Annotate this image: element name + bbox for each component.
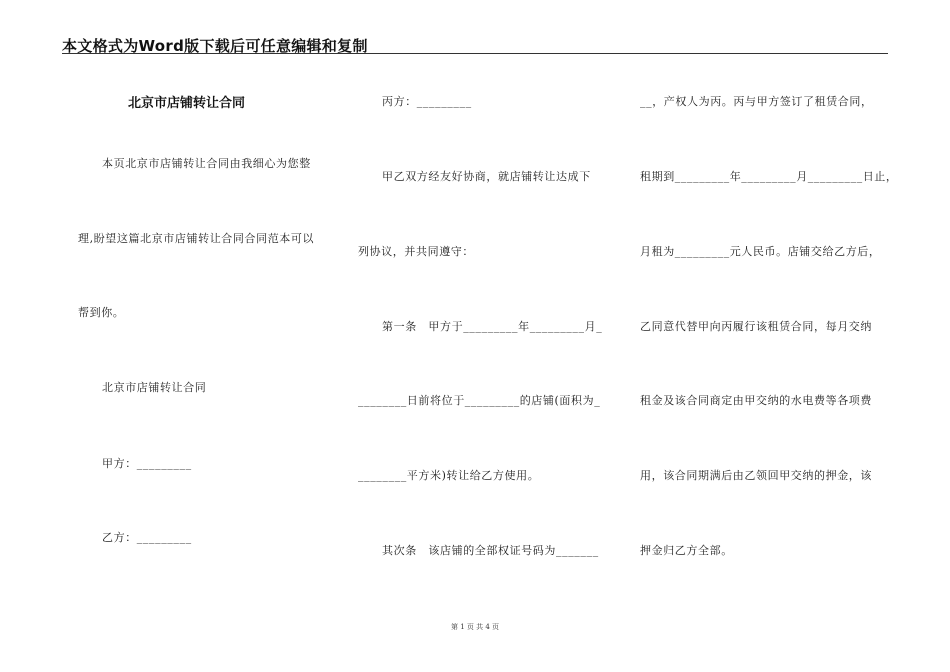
col1-line-6: 乙方：_________ [102, 531, 192, 544]
col1-line-1: 本页北京市店铺转让合同由我细心为您整 [102, 157, 311, 170]
col3-line-4: 乙同意代替甲向丙履行该租赁合同，每月交纳 [640, 320, 872, 333]
document-header: 本文格式为Word版下载后可任意编辑和复制 [62, 37, 368, 55]
col3-line-2: 租期到_________年_________月_________日止， [640, 170, 898, 183]
col1-line-5: 甲方：_________ [102, 457, 192, 470]
col3-line-6: 用，该合同期满后由乙领回甲交纳的押金，该 [640, 469, 872, 482]
col3-line-3: 月租为_________元人民币。店铺交给乙方后， [640, 245, 881, 258]
col2-line-4: 第一条 甲方于_________年_________月_ [382, 320, 603, 333]
document-title: 北京市店铺转让合同 [128, 96, 246, 111]
col3-line-7: 押金归乙方全部。 [640, 544, 733, 557]
col1-line-3: 帮到你。 [78, 306, 125, 319]
header-rule [62, 53, 888, 54]
col2-line-1: 丙方：_________ [382, 95, 472, 108]
col1-line-4: 北京市店铺转让合同 [102, 381, 207, 394]
col2-line-6: ________平方米)转让给乙方使用。 [358, 469, 540, 482]
col1-line-2: 理,盼望这篇北京市店铺转让合同合同范本可以 [78, 232, 315, 245]
col2-line-3: 列协议，并共同遵守： [358, 245, 474, 258]
col3-line-5: 租金及该合同商定由甲交纳的水电费等各项费 [640, 394, 872, 407]
page-number: 第 1 页 共 4 页 [450, 623, 500, 631]
col2-line-7: 其次条 该店铺的全部权证号码为_______ [382, 544, 599, 557]
col3-line-1: __，产权人为丙。丙与甲方签订了租赁合同， [640, 95, 873, 108]
col2-line-5: ________日前将位于_________的店铺(面积为_ [358, 394, 601, 407]
col2-line-2: 甲乙双方经友好协商，就店铺转让达成下 [382, 170, 591, 183]
